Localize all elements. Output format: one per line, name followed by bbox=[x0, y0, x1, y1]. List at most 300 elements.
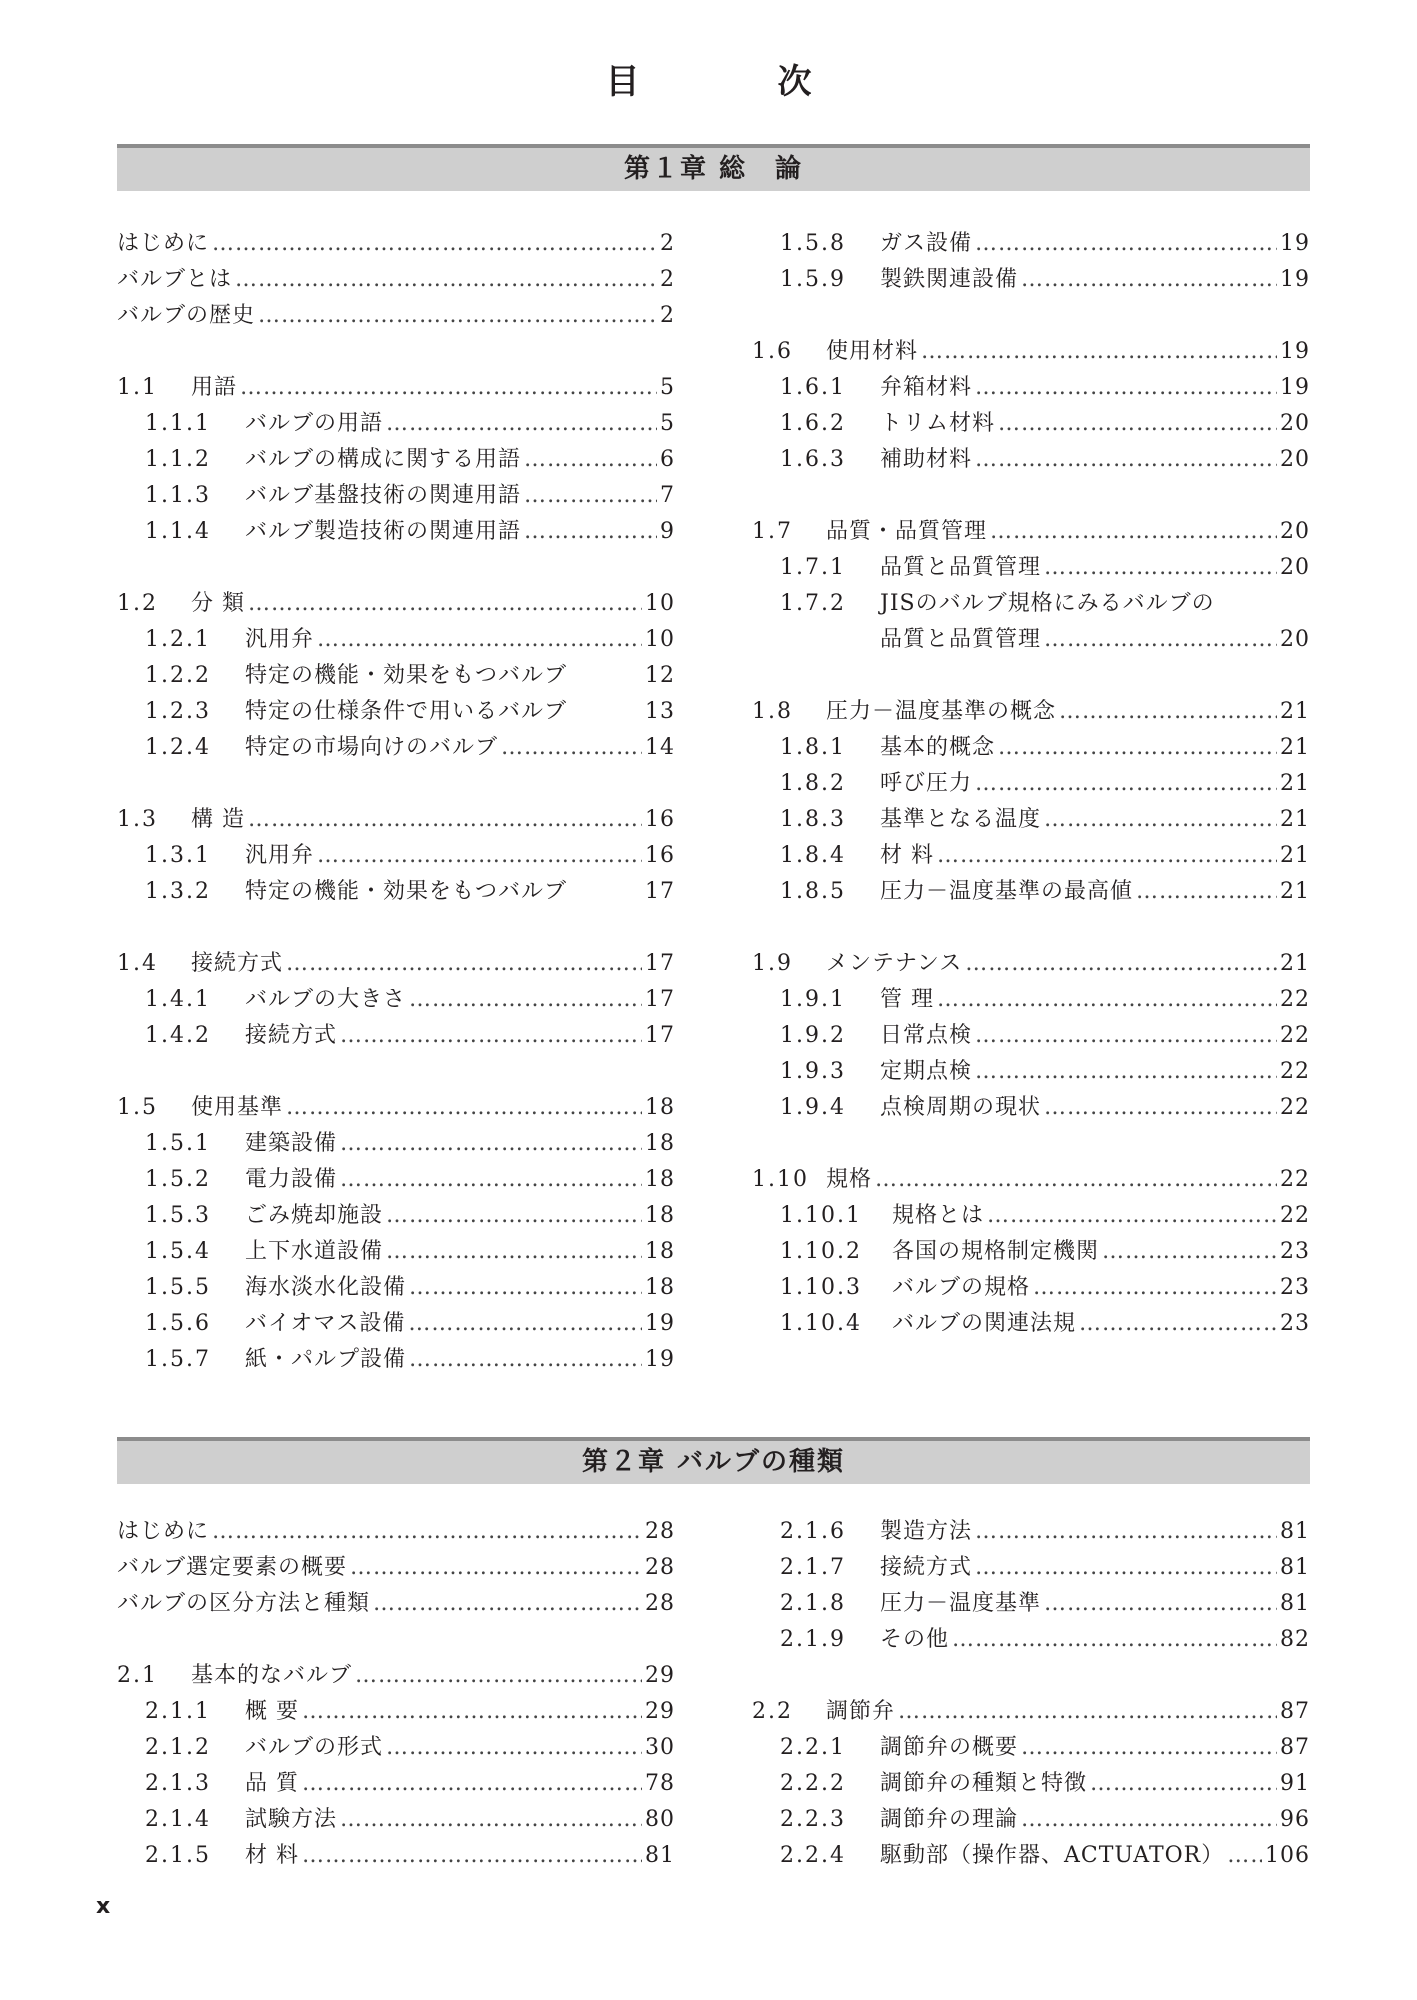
toc-leader-dots bbox=[524, 442, 657, 478]
toc-entry-title: 圧力－温度基準の概念 bbox=[826, 699, 1057, 724]
toc-entry[interactable] bbox=[752, 802, 1310, 838]
toc-section-number: 1.9.4 bbox=[780, 1095, 846, 1120]
toc-leader-dots bbox=[952, 1622, 1277, 1658]
toc-entry[interactable] bbox=[117, 1342, 675, 1378]
chapter-1-right-column bbox=[752, 226, 1310, 1342]
toc-leader-dots bbox=[1059, 694, 1277, 730]
toc-section-number: 1.9.2 bbox=[780, 1023, 846, 1048]
toc-section-number: 2.2.2 bbox=[780, 1771, 846, 1796]
toc-section-number: 1.8.1 bbox=[780, 735, 846, 760]
toc-entry-title: バルブの区分方法と種類 bbox=[117, 1591, 371, 1616]
toc-entry[interactable] bbox=[752, 1802, 1310, 1838]
toc-page-number: 19 bbox=[1280, 231, 1310, 256]
toc-entry-title: 駆動部（操作器、ACTUATOR） bbox=[880, 1843, 1225, 1868]
toc-leader-dots bbox=[937, 982, 1277, 1018]
toc-entry[interactable] bbox=[752, 1198, 1310, 1234]
toc-entry-title: 圧力－温度基準 bbox=[880, 1591, 1042, 1616]
chapter-2-right-column bbox=[752, 1514, 1310, 1874]
toc-entry-title: ごみ焼却施設 bbox=[245, 1203, 384, 1228]
toc-section-number: 2.1.2 bbox=[145, 1735, 211, 1760]
toc-entry-title: JISのバルブ規格にみるバルブの bbox=[880, 591, 1215, 616]
toc-page-number: 22 bbox=[1280, 1167, 1310, 1192]
toc-entry-title: バルブの規格 bbox=[892, 1275, 1031, 1300]
toc-entry[interactable] bbox=[752, 550, 1310, 586]
toc-page-number: 87 bbox=[1280, 1699, 1310, 1724]
chapter-2-heading: 第２章 バルブの種類 bbox=[117, 1437, 1310, 1484]
toc-page-number: 23 bbox=[1280, 1311, 1310, 1336]
toc-entry-title: 品質・品質管理 bbox=[826, 519, 988, 544]
toc-entry-title: 使用材料 bbox=[826, 339, 919, 364]
toc-section-number: 1.6.2 bbox=[780, 411, 846, 436]
toc-page-number: 28 bbox=[645, 1519, 675, 1544]
toc-entry[interactable] bbox=[117, 1018, 675, 1054]
toc-leader-dots bbox=[409, 982, 642, 1018]
toc-entry-title: はじめに bbox=[117, 231, 210, 256]
toc-page-number: 91 bbox=[1280, 1771, 1310, 1796]
toc-page-number: 20 bbox=[1280, 519, 1310, 544]
toc-section-number: 1.9.3 bbox=[780, 1059, 846, 1084]
toc-entry-title: 製造方法 bbox=[880, 1519, 973, 1544]
toc-section-number: 2.1.4 bbox=[145, 1807, 211, 1832]
toc-entry[interactable] bbox=[117, 1802, 675, 1838]
toc-entry-title: 建築設備 bbox=[245, 1131, 338, 1156]
toc-page-number: 17 bbox=[645, 879, 675, 904]
toc-entry-title: 規格 bbox=[826, 1167, 873, 1192]
toc-entry[interactable] bbox=[117, 1270, 675, 1306]
toc-section-number: 1.5.5 bbox=[145, 1275, 211, 1300]
toc-entry[interactable] bbox=[752, 586, 1310, 622]
toc-spacer bbox=[117, 1054, 675, 1090]
toc-section-number: 1.8.4 bbox=[780, 843, 846, 868]
toc-page-number: 21 bbox=[1280, 843, 1310, 868]
toc-entry-title: 点検周期の現状 bbox=[880, 1095, 1042, 1120]
toc-leader-dots bbox=[1227, 1838, 1262, 1874]
toc-entry[interactable] bbox=[752, 1234, 1310, 1270]
toc-entry-title: 規格とは bbox=[892, 1203, 985, 1228]
toc-spacer bbox=[117, 910, 675, 946]
toc-leader-dots bbox=[212, 1514, 642, 1550]
toc-entry[interactable] bbox=[117, 1838, 675, 1874]
toc-entry[interactable] bbox=[752, 1694, 1310, 1730]
toc-page-number: 106 bbox=[1265, 1843, 1310, 1868]
toc-entry-title: 品 質 bbox=[245, 1771, 299, 1796]
toc-leader-dots bbox=[975, 370, 1277, 406]
toc-entry-title: 分 類 bbox=[191, 591, 245, 616]
toc-page-number: 17 bbox=[645, 987, 675, 1012]
toc-leader-dots bbox=[501, 730, 642, 766]
toc-page-number: 81 bbox=[1280, 1555, 1310, 1580]
toc-entry-title: バルブ選定要素の概要 bbox=[117, 1555, 348, 1580]
toc-spacer bbox=[752, 298, 1310, 334]
toc-page-number: 2 bbox=[660, 231, 675, 256]
toc-section-number: 1.9 bbox=[752, 951, 793, 976]
toc-entry[interactable] bbox=[117, 226, 675, 262]
toc-entry[interactable] bbox=[752, 946, 1310, 982]
toc-page-number: 22 bbox=[1280, 1095, 1310, 1120]
toc-section-number: 1.6.1 bbox=[780, 375, 846, 400]
toc-section-number: 1.5.1 bbox=[145, 1131, 211, 1156]
toc-page-number: 82 bbox=[1280, 1627, 1310, 1652]
toc-entry[interactable] bbox=[117, 1766, 675, 1802]
toc-leader-dots bbox=[408, 1306, 642, 1342]
toc-entry-title: 用語 bbox=[191, 375, 238, 400]
toc-leader-dots bbox=[975, 766, 1277, 802]
toc-entry[interactable] bbox=[117, 1198, 675, 1234]
toc-entry[interactable] bbox=[117, 1586, 675, 1622]
toc-leader-dots bbox=[921, 334, 1277, 370]
toc-entry[interactable] bbox=[752, 1018, 1310, 1054]
toc-page-number: 5 bbox=[660, 375, 675, 400]
toc-spacer bbox=[752, 1658, 1310, 1694]
toc-page-number: 18 bbox=[645, 1203, 675, 1228]
toc-page-number: 18 bbox=[645, 1095, 675, 1120]
toc-entry[interactable] bbox=[117, 298, 675, 334]
toc-entry-title: 電力設備 bbox=[245, 1167, 338, 1192]
toc-entry[interactable] bbox=[117, 802, 675, 838]
toc-leader-dots bbox=[1102, 1234, 1277, 1270]
toc-section-number: 1.10.1 bbox=[780, 1203, 862, 1228]
toc-section-number: 1.8 bbox=[752, 699, 793, 724]
toc-section-number: 1.2.3 bbox=[145, 699, 211, 724]
toc-entry-title: バルブ基盤技術の関連用語 bbox=[245, 483, 522, 508]
toc-spacer bbox=[117, 550, 675, 586]
toc-entry-title: 概 要 bbox=[245, 1699, 299, 1724]
toc-page-number: 18 bbox=[645, 1167, 675, 1192]
toc-entry[interactable] bbox=[752, 1730, 1310, 1766]
toc-leader-dots bbox=[340, 1126, 642, 1162]
toc-leader-dots bbox=[302, 1694, 642, 1730]
toc-section-number: 1.4.1 bbox=[145, 987, 211, 1012]
toc-leader-dots bbox=[248, 586, 642, 622]
toc-page-number: 20 bbox=[1280, 555, 1310, 580]
toc-entry[interactable] bbox=[752, 1054, 1310, 1090]
toc-entry-title: 日常点検 bbox=[880, 1023, 973, 1048]
toc-entry-title: バルブの関連法規 bbox=[892, 1311, 1077, 1336]
toc-entry[interactable] bbox=[117, 1234, 675, 1270]
toc-section-number: 2.2 bbox=[752, 1699, 793, 1724]
toc-section-number: 1.5.8 bbox=[780, 231, 846, 256]
toc-page-number: 13 bbox=[645, 699, 675, 724]
toc-entry-title: その他 bbox=[880, 1627, 950, 1652]
toc-section-number: 2.2.4 bbox=[780, 1843, 846, 1868]
toc-entry[interactable] bbox=[117, 1126, 675, 1162]
toc-page-number: 12 bbox=[645, 663, 675, 688]
toc-entry[interactable] bbox=[752, 406, 1310, 442]
toc-entry[interactable] bbox=[117, 982, 675, 1018]
toc-section-number: 1.10.3 bbox=[780, 1275, 862, 1300]
toc-entry[interactable] bbox=[117, 730, 675, 766]
toc-section-number: 1.1.4 bbox=[145, 519, 211, 544]
toc-leader-dots bbox=[340, 1802, 642, 1838]
toc-leader-dots bbox=[1136, 874, 1277, 910]
toc-section-number: 1.2.1 bbox=[145, 627, 211, 652]
toc-entry[interactable] bbox=[117, 1730, 675, 1766]
toc-page-number: 20 bbox=[1280, 447, 1310, 472]
toc-spacer bbox=[752, 478, 1310, 514]
toc-entry[interactable] bbox=[117, 406, 675, 442]
toc-entry[interactable] bbox=[752, 1550, 1310, 1586]
toc-entry[interactable] bbox=[752, 1838, 1310, 1874]
toc-leader-dots bbox=[286, 1090, 642, 1126]
toc-entry-title: 基本的概念 bbox=[880, 735, 996, 760]
toc-section-number: 1.1.2 bbox=[145, 447, 211, 472]
toc-page-number: 18 bbox=[645, 1239, 675, 1264]
toc-entry-title: 試験方法 bbox=[245, 1807, 338, 1832]
toc-leader-dots bbox=[235, 262, 657, 298]
toc-page-number: 28 bbox=[645, 1591, 675, 1616]
toc-entry-title: 補助材料 bbox=[880, 447, 973, 472]
toc-entry-title: 調節弁 bbox=[826, 1699, 896, 1724]
toc-spacer bbox=[117, 1622, 675, 1658]
toc-section-number: 1.5.9 bbox=[780, 267, 846, 292]
toc-section-number: 1.2 bbox=[117, 591, 158, 616]
toc-page-number: 21 bbox=[1280, 807, 1310, 832]
toc-page-number: 10 bbox=[645, 591, 675, 616]
toc-entry[interactable] bbox=[117, 514, 675, 550]
toc-spacer bbox=[752, 910, 1310, 946]
toc-leader-dots bbox=[212, 226, 657, 262]
toc-entry[interactable] bbox=[752, 370, 1310, 406]
toc-leader-dots bbox=[1044, 1586, 1277, 1622]
toc-entry[interactable] bbox=[117, 262, 675, 298]
toc-page-number: 21 bbox=[1280, 699, 1310, 724]
toc-entry[interactable] bbox=[117, 946, 675, 982]
toc-entry[interactable] bbox=[117, 658, 675, 694]
toc-leader-dots bbox=[1021, 1802, 1277, 1838]
toc-entry[interactable] bbox=[752, 838, 1310, 874]
toc-entry[interactable] bbox=[752, 1586, 1310, 1622]
toc-section-number: 1.7 bbox=[752, 519, 793, 544]
toc-page-number: 9 bbox=[660, 519, 675, 544]
toc-leader-dots bbox=[340, 1162, 642, 1198]
toc-leader-dots bbox=[1044, 1090, 1277, 1126]
toc-entry-title: 接続方式 bbox=[880, 1555, 973, 1580]
toc-section-number: 1.5.2 bbox=[145, 1167, 211, 1192]
toc-entry-title: バルブの構成に関する用語 bbox=[245, 447, 522, 472]
toc-section-number: 1.5.7 bbox=[145, 1347, 211, 1372]
toc-entry[interactable] bbox=[117, 370, 675, 406]
toc-page-number: 19 bbox=[1280, 375, 1310, 400]
toc-leader-dots bbox=[1021, 1730, 1277, 1766]
toc-entry-title: バルブの歴史 bbox=[117, 303, 256, 328]
toc-leader-dots bbox=[875, 1162, 1277, 1198]
toc-page-number: 30 bbox=[645, 1735, 675, 1760]
toc-page-number: 16 bbox=[645, 807, 675, 832]
toc-entry-title: トリム材料 bbox=[880, 411, 996, 436]
toc-entry-title: 汎用弁 bbox=[245, 843, 315, 868]
toc-entry-title: 使用基準 bbox=[191, 1095, 284, 1120]
toc-entry[interactable] bbox=[752, 982, 1310, 1018]
toc-leader-dots bbox=[1044, 802, 1277, 838]
toc-leader-dots bbox=[998, 406, 1277, 442]
toc-entry-title: 各国の規格制定機関 bbox=[892, 1239, 1100, 1264]
toc-page-number: 81 bbox=[1280, 1591, 1310, 1616]
toc-leader-dots bbox=[286, 946, 642, 982]
toc-entry-title: バルブの大きさ bbox=[245, 987, 407, 1012]
toc-entry[interactable] bbox=[117, 1090, 675, 1126]
toc-page-number: 81 bbox=[645, 1843, 675, 1868]
toc-leader-dots bbox=[1044, 550, 1277, 586]
toc-entry-title: 特定の機能・効果をもつバルブ bbox=[245, 879, 568, 904]
toc-entry[interactable] bbox=[117, 1162, 675, 1198]
toc-section-number: 2.1 bbox=[117, 1663, 158, 1688]
toc-leader-dots bbox=[355, 1658, 642, 1694]
toc-leader-dots bbox=[524, 514, 657, 550]
toc-leader-dots bbox=[386, 1730, 642, 1766]
toc-entry-title: 基本的なバルブ bbox=[191, 1663, 353, 1688]
toc-entry[interactable] bbox=[752, 1090, 1310, 1126]
toc-entry-title: 品質と品質管理 bbox=[880, 555, 1042, 580]
toc-entry-title: 構 造 bbox=[191, 807, 245, 832]
toc-leader-dots bbox=[975, 1550, 1277, 1586]
toc-section-number: 2.1.6 bbox=[780, 1519, 846, 1544]
toc-entry[interactable] bbox=[117, 694, 675, 730]
toc-section-number: 2.1.3 bbox=[145, 1771, 211, 1796]
toc-entry[interactable] bbox=[752, 766, 1310, 802]
toc-section-number: 1.6.3 bbox=[780, 447, 846, 472]
toc-leader-dots bbox=[975, 226, 1277, 262]
toc-leader-dots bbox=[302, 1766, 642, 1802]
toc-section-number: 2.2.1 bbox=[780, 1735, 846, 1760]
toc-section-number: 1.2.2 bbox=[145, 663, 211, 688]
toc-section-number: 2.2.3 bbox=[780, 1807, 846, 1832]
toc-entry[interactable] bbox=[752, 262, 1310, 298]
toc-page-number: 16 bbox=[645, 843, 675, 868]
toc-entry-title: 品質と品質管理 bbox=[880, 627, 1042, 652]
toc-leader-dots bbox=[975, 1514, 1277, 1550]
toc-page-number: 21 bbox=[1280, 951, 1310, 976]
toc-entry-title: バルブとは bbox=[117, 267, 233, 292]
toc-entry[interactable] bbox=[752, 1766, 1310, 1802]
toc-section-number: 1.7.1 bbox=[780, 555, 846, 580]
toc-leader-dots bbox=[937, 838, 1277, 874]
toc-entry[interactable] bbox=[117, 442, 675, 478]
toc-entry-title: 基準となる温度 bbox=[880, 807, 1042, 832]
toc-section-number: 2.1.7 bbox=[780, 1555, 846, 1580]
toc-entry[interactable] bbox=[752, 1270, 1310, 1306]
toc-page-number: 28 bbox=[645, 1555, 675, 1580]
toc-section-number: 2.1.1 bbox=[145, 1699, 211, 1724]
toc-section-number: 1.6 bbox=[752, 339, 793, 364]
toc-section-number: 1.5 bbox=[117, 1095, 158, 1120]
toc-page-number: 22 bbox=[1280, 1203, 1310, 1228]
toc-entry-title: 特定の仕様条件で用いるバルブ bbox=[245, 699, 568, 724]
toc-entry[interactable] bbox=[117, 1550, 675, 1586]
toc-entry-title: バルブの用語 bbox=[245, 411, 384, 436]
chapter-1-left-column bbox=[117, 226, 675, 1378]
toc-leader-dots bbox=[1044, 622, 1277, 658]
toc-page-number: 22 bbox=[1280, 1059, 1310, 1084]
toc-leader-dots bbox=[998, 730, 1277, 766]
toc-entry[interactable] bbox=[117, 1514, 675, 1550]
toc-entry-title: 接続方式 bbox=[245, 1023, 338, 1048]
toc-leader-dots bbox=[340, 1018, 642, 1054]
toc-leader-dots bbox=[987, 1198, 1277, 1234]
toc-section-number: 1.9.1 bbox=[780, 987, 846, 1012]
toc-page-number: 96 bbox=[1280, 1807, 1310, 1832]
toc-leader-dots bbox=[965, 946, 1277, 982]
toc-page-number: 5 bbox=[660, 411, 675, 436]
toc-entry-title: 管 理 bbox=[880, 987, 934, 1012]
toc-page-number: 21 bbox=[1280, 879, 1310, 904]
toc-entry-title: 接続方式 bbox=[191, 951, 284, 976]
toc-section-number: 1.8.2 bbox=[780, 771, 846, 796]
toc-entry[interactable] bbox=[752, 874, 1310, 910]
toc-entry-title: 調節弁の概要 bbox=[880, 1735, 1019, 1760]
toc-leader-dots bbox=[248, 802, 642, 838]
toc-entry[interactable] bbox=[752, 334, 1310, 370]
toc-entry[interactable] bbox=[752, 1514, 1310, 1550]
toc-page-number: 23 bbox=[1280, 1275, 1310, 1300]
toc-entry-title: バイオマス設備 bbox=[245, 1311, 406, 1336]
toc-page-number: 14 bbox=[645, 735, 675, 760]
toc-section-number: 1.8.3 bbox=[780, 807, 846, 832]
toc-leader-dots bbox=[386, 1198, 642, 1234]
toc-page-number: 18 bbox=[645, 1131, 675, 1156]
toc-entry-title: ガス設備 bbox=[880, 231, 973, 256]
toc-entry[interactable] bbox=[117, 622, 675, 658]
toc-page-number: 19 bbox=[1280, 267, 1310, 292]
toc-page-number: 22 bbox=[1280, 987, 1310, 1012]
toc-leader-dots bbox=[1079, 1306, 1277, 1342]
toc-entry-title: 弁箱材料 bbox=[880, 375, 973, 400]
toc-entry[interactable] bbox=[117, 838, 675, 874]
toc-entry[interactable] bbox=[752, 514, 1310, 550]
toc-section-number: 1.4.2 bbox=[145, 1023, 211, 1048]
toc-entry[interactable] bbox=[752, 442, 1310, 478]
toc-entry-title: 調節弁の理論 bbox=[880, 1807, 1019, 1832]
toc-leader-dots bbox=[373, 1586, 642, 1622]
toc-section-number: 1.10 bbox=[752, 1167, 809, 1192]
toc-entry[interactable] bbox=[752, 694, 1310, 730]
toc-page-number: 80 bbox=[645, 1807, 675, 1832]
toc-section-number: 1.5.4 bbox=[145, 1239, 211, 1264]
toc-entry[interactable] bbox=[752, 730, 1310, 766]
toc-entry[interactable] bbox=[752, 1306, 1310, 1342]
toc-entry-title: 紙・パルプ設備 bbox=[245, 1347, 407, 1372]
toc-entry[interactable] bbox=[752, 622, 1310, 658]
toc-page-number: 87 bbox=[1280, 1735, 1310, 1760]
toc-section-number: 1.3.2 bbox=[145, 879, 211, 904]
toc-leader-dots bbox=[1021, 262, 1277, 298]
toc-entry[interactable] bbox=[117, 478, 675, 514]
toc-entry[interactable] bbox=[117, 1306, 675, 1342]
toc-leader-dots bbox=[524, 478, 657, 514]
toc-leader-dots bbox=[386, 406, 657, 442]
toc-entry-title: バルブの形式 bbox=[245, 1735, 384, 1760]
toc-page-number: 19 bbox=[1280, 339, 1310, 364]
toc-section-number: 2.1.5 bbox=[145, 1843, 211, 1868]
toc-leader-dots bbox=[975, 1054, 1277, 1090]
toc-spacer bbox=[752, 1126, 1310, 1162]
toc-entry[interactable] bbox=[752, 226, 1310, 262]
toc-entry[interactable] bbox=[117, 1694, 675, 1730]
toc-entry-title: 材 料 bbox=[880, 843, 934, 868]
page-folio: x bbox=[96, 1894, 111, 1919]
toc-entry[interactable] bbox=[752, 1162, 1310, 1198]
toc-section-number: 1.7.2 bbox=[780, 591, 846, 616]
toc-entry-title: メンテナンス bbox=[826, 951, 963, 976]
toc-leader-dots bbox=[317, 838, 642, 874]
toc-spacer bbox=[117, 334, 675, 370]
toc-entry[interactable] bbox=[117, 874, 675, 910]
toc-entry[interactable] bbox=[117, 1658, 675, 1694]
toc-section-number: 1.10.4 bbox=[780, 1311, 862, 1336]
toc-section-number: 1.10.2 bbox=[780, 1239, 862, 1264]
toc-entry-title: 海水淡水化設備 bbox=[245, 1275, 407, 1300]
toc-entry[interactable] bbox=[117, 586, 675, 622]
toc-entry[interactable] bbox=[752, 1622, 1310, 1658]
